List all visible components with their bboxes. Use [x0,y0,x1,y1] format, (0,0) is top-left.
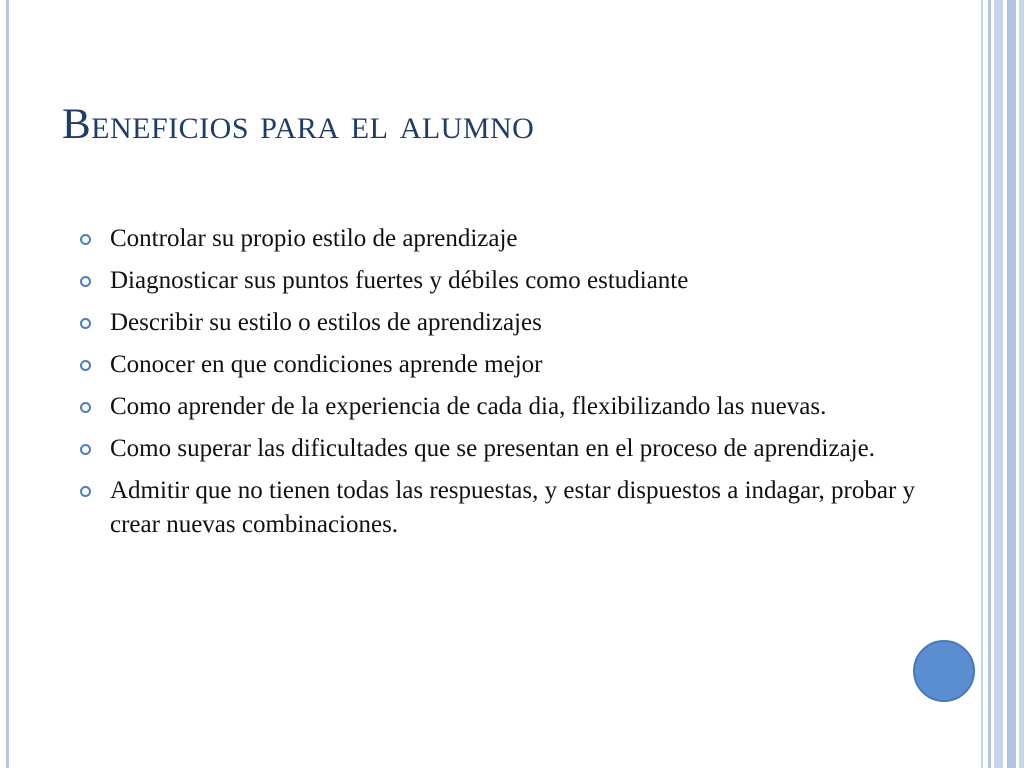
bullet-icon [80,402,91,413]
bullet-text: Diagnosticar sus puntos fuertes y débiles como estudiante [110,267,689,294]
stripe [1019,0,1024,768]
bullet-item [80,432,960,466]
left-border-decoration [0,0,10,768]
bullet-icon [80,234,91,245]
bullet-icon [80,360,91,371]
bullet-item [80,222,960,256]
bullet-list [80,222,960,550]
bullet-item [80,348,960,382]
bullet-item [80,390,960,424]
blue-circle-decoration [913,640,975,702]
bullet-icon [80,486,91,497]
bullet-text: Conocer en que condiciones aprende mejor [110,351,543,378]
left-border-line [6,0,9,768]
stripe [981,0,983,768]
bullet-icon [80,318,91,329]
bullet-item [80,264,960,298]
bullet-text: Como superar las dificultades que se presentan en el proceso de aprendizaje. [110,435,875,462]
bullet-text: Como aprender de la experiencia de cada dia, flexibilizando las nuevas. [110,393,827,420]
bullet-item [80,306,960,340]
right-stripes-decoration [976,0,1024,768]
stripe [988,0,991,768]
bullet-text: Admitir que no tienen todas las respuestas, y estar dispuestos a indagar, probar y crear nuevas combinaciones. [110,477,916,538]
stripe [1007,0,1016,768]
slide-title: Beneficios para el alumno [62,101,535,148]
bullet-text: Controlar su propio estilo de aprendizaje [110,225,518,252]
bullet-item [80,474,960,542]
bullet-icon [80,444,91,455]
bullet-text: Describir su estilo o estilos de aprendizajes [110,309,542,336]
stripe [994,0,1003,768]
bullet-icon [80,276,91,287]
